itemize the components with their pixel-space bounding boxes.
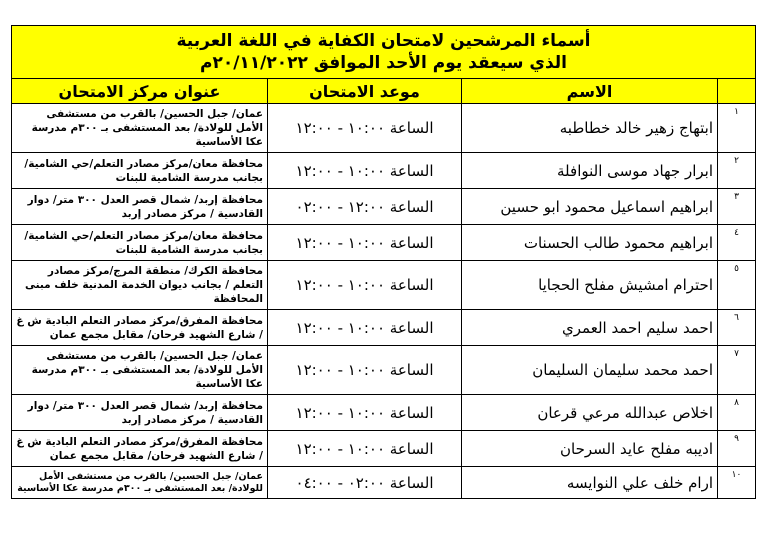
table-row <box>12 431 756 467</box>
row-number: ٦ <box>718 310 756 346</box>
table-row <box>12 189 756 225</box>
exam-center-address: عمان/ جبل الحسين/ بالقرب من مستشفى الأمل للولادة/ بعد المستشفى بـ ٣٠٠م مدرسة عكا الأساسية <box>12 467 268 499</box>
exam-time: الساعة ١٠:٠٠ - ١٢:٠٠ <box>268 310 462 346</box>
candidate-name: احترام امشيش مفلح الحجايا <box>462 261 718 310</box>
candidate-name: اديبه مفلح عايد السرحان <box>462 431 718 467</box>
table-row <box>12 467 756 499</box>
exam-center-address: محافظة إربد/ شمال قصر العدل ٣٠٠ متر/ دوار القادسية / مركز مصادر إربد <box>12 189 268 225</box>
row-number: ١٠ <box>718 467 756 499</box>
name-header: الاسم <box>462 79 718 104</box>
candidate-name: ابراهيم محمود طالب الحسنات <box>462 225 718 261</box>
exam-time: الساعة ١٠:٠٠ - ١٢:٠٠ <box>268 431 462 467</box>
exam-time: الساعة ١٠:٠٠ - ١٢:٠٠ <box>268 104 462 153</box>
exam-center-address: محافظة المفرق/مركز مصادر التعلم البادية ش غ / شارع الشهيد فرحان/ مقابل مجمع عمان <box>12 310 268 346</box>
time-header: موعد الامتحان <box>268 79 462 104</box>
exam-center-address: محافظة الكرك/ منطقة المرج/مركز مصادر التعلم / بجانب ديوان الخدمة المدنية خلف مبنى المحافظة <box>12 261 268 310</box>
row-number: ٨ <box>718 395 756 431</box>
table-row <box>12 346 756 395</box>
table-row <box>12 153 756 189</box>
row-number: ٩ <box>718 431 756 467</box>
row-number: ١ <box>718 104 756 153</box>
address-header: عنوان مركز الامتحان <box>12 79 268 104</box>
page-title <box>12 26 756 79</box>
candidate-name: اخلاص عبدالله مرعي قرعان <box>462 395 718 431</box>
exam-center-address: عمان/ جبل الحسين/ بالقرب من مستشفى الأمل للولادة/ بعد المستشفى بـ ٣٠٠م مدرسة عكا الأساسية <box>12 104 268 153</box>
table-row <box>12 104 756 153</box>
candidate-name: ابرار جهاد موسى النوافلة <box>462 153 718 189</box>
title-line-2: الذي سيعقد يوم الأحد الموافق ٢٠/١١/٢٠٢٢م <box>199 53 568 73</box>
table-row <box>12 395 756 431</box>
exam-center-address: محافظة المفرق/مركز مصادر التعلم البادية ش غ / شارع الشهيد فرحان/ مقابل مجمع عمان <box>12 431 268 467</box>
exam-time: الساعة ١٠:٠٠ - ١٢:٠٠ <box>268 261 462 310</box>
exam-center-address: محافظة إربد/ شمال قصر العدل ٣٠٠ متر/ دوار القادسية / مركز مصادر إربد <box>12 395 268 431</box>
candidates-table <box>11 25 756 499</box>
table-row <box>12 261 756 310</box>
candidate-name: احمد محمد سليمان السليمان <box>462 346 718 395</box>
candidate-name: ابراهيم اسماعيل محمود ابو حسين <box>462 189 718 225</box>
candidate-name: ارام خلف علي النوايسه <box>462 467 718 499</box>
row-number: ٤ <box>718 225 756 261</box>
exam-center-address: عمان/ جبل الحسين/ بالقرب من مستشفى الأمل للولادة/ بعد المستشفى بـ ٣٠٠م مدرسة عكا الأساسية <box>12 346 268 395</box>
exam-center-address: محافظة معان/مركز مصادر التعلم/حي الشامية/ بجانب مدرسة الشامية للبنات <box>12 225 268 261</box>
exam-time: الساعة ١٠:٠٠ - ١٢:٠٠ <box>268 225 462 261</box>
title-line-1: أسماء المرشحين لامتحان الكفاية في اللغة العربية <box>176 31 591 51</box>
table-row <box>12 310 756 346</box>
row-number: ٢ <box>718 153 756 189</box>
exam-time: الساعة ٠٢:٠٠ - ٠٤:٠٠ <box>268 467 462 499</box>
table-row <box>12 225 756 261</box>
header-row <box>12 79 756 104</box>
candidate-name: احمد سليم احمد العمري <box>462 310 718 346</box>
exam-center-address: محافظة معان/مركز مصادر التعلم/حي الشامية/ بجانب مدرسة الشامية للبنات <box>12 153 268 189</box>
row-number: ٧ <box>718 346 756 395</box>
exam-time: الساعة ١٠:٠٠ - ١٢:٠٠ <box>268 346 462 395</box>
row-number: ٥ <box>718 261 756 310</box>
exam-time: الساعة ١٠:٠٠ - ١٢:٠٠ <box>268 395 462 431</box>
number-header <box>718 79 756 104</box>
exam-time: الساعة ١٠:٠٠ - ١٢:٠٠ <box>268 153 462 189</box>
exam-time: الساعة ١٢:٠٠ - ٠٢:٠٠ <box>268 189 462 225</box>
candidate-name: ابتهاج زهير خالد خطاطبه <box>462 104 718 153</box>
row-number: ٣ <box>718 189 756 225</box>
